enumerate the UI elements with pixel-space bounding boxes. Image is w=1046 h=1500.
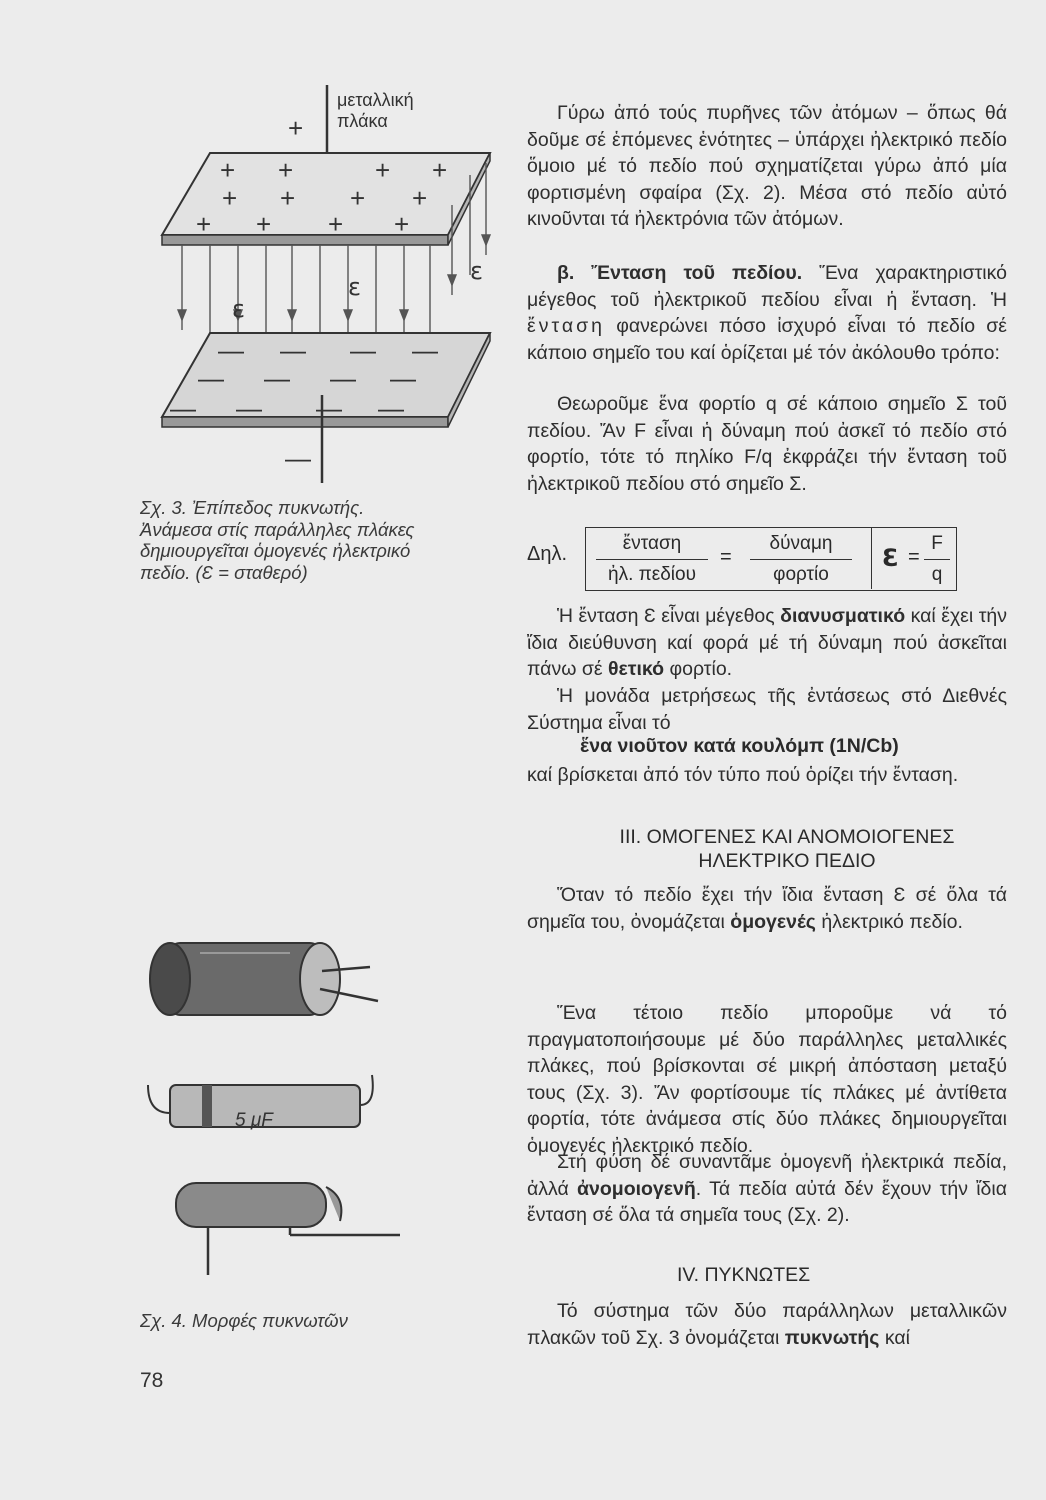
positive-terminal-sign: + [288,113,304,143]
figure-4-caption: Σχ. 4. Μορφές πυκνωτῶν [140,1310,348,1331]
plus-charge: + [196,209,212,239]
section-heading-3: III. ΟΜΟΓΕΝΕΣ ΚΑΙ ΑΝΟΜΟΙΟΓΕΝΕΣ ΗΛΕΚΤΡΙΚΟ ΠΕΔΙΟ [619,826,955,872]
plus-charge: + [256,209,272,239]
paragraph: Ὅταν τό πεδίο ἔχει τήν ἴδια ἔνταση Ɛ σέ ὅλα τά σημεῖα του, ὀνομάζεται ὁμογενές ἠλεκτρικό πεδίο. [527,884,1007,933]
section-heading-4: IV. ΠΥΚΝΩΤΕΣ [677,1264,811,1286]
minus-charge: — [330,363,356,393]
equals-sign: = [720,546,732,568]
paragraph-text: Θεωροῦμε ἕνα φορτίο q σέ κάποιο σημεῖο Σ τοῦ πεδίου. Ἄν F εἶναι ἡ δύναμη πού ἀσκεῖ τό πεδίο στό φορτίο, τότε τό πηλίκο F/q ἐκφράζει τήν ἔνταση τοῦ ἠλεκτρικοῦ πεδίου στό σημεῖο Σ. [527,393,1007,495]
formula-denominator: φορτίο [773,564,829,585]
plus-charge: + [220,155,236,185]
paragraph: Ἡ ἔνταση Ɛ εἶναι μέγεθος διανυσματικό καί ἔχει τήν ἴδια διεύθυνση καί φορά μέ τή δύναμη πού ἀσκεῖται πάνω σέ θετικό φορτίο. [527,605,1008,680]
field-label: ε [232,295,245,323]
charge-symbol: q [931,564,943,585]
minus-charge: — [198,363,224,393]
minus-charge: — [236,393,262,423]
equals-sign: = [908,546,920,568]
capacitors-drawing [140,935,410,1295]
paragraph [527,683,1007,736]
minus-charge: — [390,363,416,393]
field-label: ε [470,257,483,285]
page-number: 78 [140,1369,164,1392]
paragraph: Τό σύστημα τῶν δύο παράλληλων μεταλλικῶν πλακῶν τοῦ Σχ. 3 ὀνομάζεται πυκνωτής καί [527,1300,1007,1349]
field-intensity-formula [527,527,967,595]
plus-charge: + [328,209,344,239]
intensity-symbol: Ɛ [882,544,899,572]
plus-charge: + [222,183,238,213]
minus-charge: — [218,335,244,365]
plate-label: μεταλλική πλάκα [337,90,414,131]
minus-charge: — [316,393,342,423]
capacitor-diagram [140,85,510,495]
minus-charge: — [350,335,376,365]
negative-terminal-sign: — [285,443,311,473]
paragraph [527,391,1007,497]
si-unit: ἕνα νιοῦτον κατά κουλόμπ (1N/Cb) [580,735,899,757]
paragraph-text: Ἕνα τέτοιο πεδίο μποροῦμε νά τό πραγματοποιήσουμε μέ δύο παράλληλες μεταλλικές πλάκες, πού βρίσκονται σέ μικρή ἀπόσταση μεταξύ τους (Σχ. 3). Ἄν φορτίσουμε τίς πλάκες μέ ἀντίθετα φορτία, τότε ἀνάμεσα στίς δύο πλάκες δημιουργεῖται ὁμογενές ἠλεκτρικό πεδίο. [527,1002,1007,1157]
figure-3-caption: Σχ. 3. Ἐπίπεδος πυκνωτής. Ἀνάμεσα στίς παράλληλες πλάκες δημιουργεῖται ὁμογενές ἠλεκτρικό πεδίο. (Ɛ = σταθερό) [140,497,415,583]
paragraph: β. Ἔνταση τοῦ πεδίου. Ἕνα χαρακτηριστικό μέγεθος τοῦ ἠλεκτρικοῦ πεδίου εἶναι ἡ ἔνταση. Ἡ ἔνταση φανερώνει πόσο ἰσχυρό εἶναι τό πεδίο σέ κάποιο σημεῖο του καί ὁρίζεται μέ τόν ἀκόλουθο τρόπο: [527,262,1007,364]
electrolytic-capacitor [150,943,378,1015]
paragraph-text: Γύρω ἀπό τούς πυρῆνες τῶν ἀτόμων – ὅπως θά δοῦμε σέ ἑπόμενες ἑνότητες – ὑπάρχει ἠλεκτρικό πεδίο ὅμοιο μέ τό πεδίο πού σχηματίζεται γύρω ἀπό μία φορτισμένη σφαίρα (Σχ. 2). Μέσα στό πεδίο αὐτό κινοῦνται τά ἠλεκτρόνια τῶν ἀτόμων. [527,102,1007,230]
minus-charge: — [412,335,438,365]
plus-charge: + [280,183,296,213]
paragraph-text: καί βρίσκεται ἀπό τόν τύπο πού ὁρίζει τήν ἔνταση. [527,764,959,786]
formula-prefix: Δηλ. [527,543,568,565]
plus-charge: + [278,155,294,185]
paragraph-text: Ἡ μονάδα μετρήσεως τῆς ἐντάσεως στό Διεθνές Σύστημα εἶναι τό [527,685,1007,734]
plus-charge: + [375,155,391,185]
plus-charge: + [432,155,448,185]
plus-charge: + [394,209,410,239]
minus-charge: — [170,393,196,423]
force-symbol: F [931,533,943,554]
paragraph [527,762,1007,789]
formula-numerator: δύναμη [769,533,833,554]
fraction-bar [596,559,708,560]
minus-charge: — [264,363,290,393]
small-capacitor [176,1183,400,1275]
formula-denominator: ἠλ. πεδίου [608,564,696,585]
paragraph [527,1000,1007,1159]
formula-numerator: ἔνταση [622,533,682,554]
formula-separator [871,528,872,589]
plus-charge: + [412,183,428,213]
paragraph [527,100,1007,233]
minus-charge: — [280,335,306,365]
fraction-bar [924,559,950,560]
plus-charge: + [350,183,366,213]
minus-charge: — [378,393,404,423]
figure-3-plate-capacitor [140,85,510,495]
fraction-bar [750,559,852,560]
field-label: ε [348,273,361,301]
subsection-heading: β. Ἔνταση τοῦ πεδίου. [557,262,803,284]
formula-box [585,527,957,591]
figure-4-capacitor-types [140,935,410,1295]
paragraph: Στή φύση δέ συναντᾶμε ὁμογενῆ ἠλεκτρικά πεδία, ἀλλά ἀνομοιογενῆ. Τά πεδία αὐτά δέν ἔχουν τήν ἴδια ἔνταση σέ ὅλα τά σημεῖα τους (Σχ. 2). [527,1151,1007,1226]
capacitance-label: 5 μF [235,1110,273,1131]
